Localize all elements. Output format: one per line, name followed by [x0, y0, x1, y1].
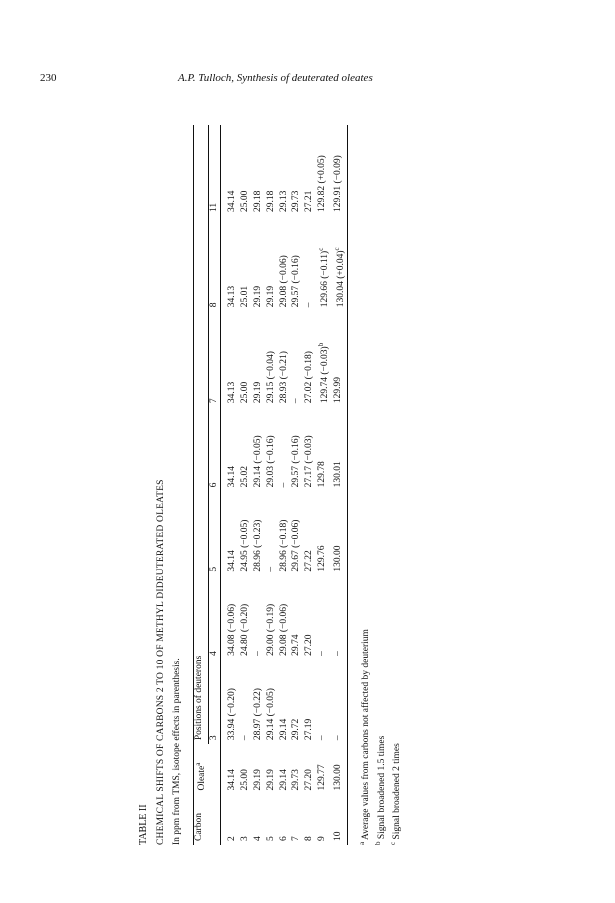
table-cell-c8: 29.08 (−0.06) — [278, 255, 289, 308]
table-cell-c4: 34.08 (−0.06) — [226, 603, 237, 656]
table-cell-c6: 34.14 — [226, 466, 237, 488]
table-cell-c6: 129.78 — [317, 461, 328, 488]
table-row — [331, 125, 348, 845]
table-cell-c3: 29.14 (−0.05) — [265, 688, 276, 741]
table-cell-c5: 130.00 — [333, 545, 344, 572]
table-cell-c4: 24.80 (−0.20) — [239, 603, 250, 656]
table-cell-c4: 29.00 (−0.19) — [265, 603, 276, 656]
table-cell-c11: 25.00 — [239, 190, 250, 212]
table-cell-c11: 29.18 — [252, 190, 263, 212]
table-cell-c8: 130.04 $(+0.04)^c$ — [333, 247, 347, 308]
table-cell-c5: 27.22 — [304, 550, 315, 572]
table-cell-oleate: 129.77 — [317, 764, 328, 791]
table-cell-carbon: 10 — [333, 831, 344, 841]
table-cell-c8: – — [304, 302, 315, 308]
table-cell-oleate: 25.00 — [239, 769, 250, 791]
table-cell-c7: 28.93 (−0.21) — [278, 351, 289, 404]
table-row — [289, 125, 302, 845]
table-cell-carbon: 8 — [304, 836, 315, 841]
table-cell-c6: 29.57 (−0.16) — [291, 435, 302, 488]
table-cell-c3: 27.19 — [304, 718, 315, 741]
table-cell-c11: 29.13 — [278, 190, 289, 212]
table-cell-c8: 34.13 — [226, 285, 237, 308]
table-cell-c4: – — [317, 651, 328, 656]
table-cell-oleate: 34.14 — [226, 769, 237, 791]
table-cell-c3: 29.72 — [291, 718, 302, 741]
footnote-mark: b — [317, 342, 326, 347]
table-cell-c11: 129.82 (+0.05) — [317, 155, 328, 212]
table-cell-c5: 129.76 — [317, 545, 328, 572]
table-cell-c6: 27.17 (−0.03) — [304, 435, 315, 488]
header-positions: Positions of deuterons — [194, 655, 205, 741]
table-row — [264, 125, 277, 845]
table-cell-c5: 28.96 (−0.18) — [278, 519, 289, 572]
table-cell-c7: 27.02 (−0.18) — [304, 351, 315, 404]
footnote: $^a$ Average values from carbons not affected by deuterium — [358, 629, 372, 845]
table-cell-carbon: 3 — [239, 836, 250, 841]
table-row — [302, 125, 315, 845]
table-row — [315, 125, 331, 845]
footnote-mark: c — [333, 247, 342, 251]
table-label: TABLE II — [138, 804, 149, 845]
table-cell-c5: 29.67 (−0.06) — [291, 519, 302, 572]
table-cell-carbon: 7 — [291, 836, 302, 841]
table-title: CHEMICAL SHIFTS OF CARBONS 2 TO 10 OF METHYL DIDEUTERATED OLEATES — [155, 479, 166, 845]
chemical-shifts-table — [194, 125, 352, 845]
table-cell-c8: 29.19 — [252, 285, 263, 308]
table-header-row — [194, 125, 208, 845]
table-cell-c8: 25.01 — [239, 285, 250, 308]
table-row — [238, 125, 251, 845]
table-cell-c7: 129.74 $(-0.03)^b$ — [317, 342, 331, 404]
table-cell-c3: – — [239, 735, 250, 741]
table-cell-c3: 33.94 (−0.20) — [226, 688, 237, 741]
table-row — [225, 125, 238, 845]
table-cell-c7: 29.15 (−0.04) — [265, 351, 276, 404]
table-cell-c5: 34.14 — [226, 550, 237, 572]
table-cell-oleate: 130.00 — [333, 764, 344, 791]
table-cell-c3: 29.14 — [278, 718, 289, 741]
table-cell-c3: 28.97 (−0.22) — [252, 688, 263, 741]
table-cell-c8: 129.66 $(-0.11)^c$ — [317, 247, 331, 308]
table-cell-c6: 29.14 (−0.05) — [252, 435, 263, 488]
table-cell-c8: 29.19 — [265, 285, 276, 308]
position-header: 8 — [208, 216, 220, 311]
table-cell-oleate: 29.19 — [252, 769, 263, 791]
table-cell-c4: 27.20 — [304, 634, 315, 656]
table-cell-carbon: 2 — [226, 836, 237, 841]
table-cell-carbon: 4 — [252, 836, 263, 841]
table-cell-c11: 129.91 (−0.09) — [333, 155, 344, 212]
table-cell-c7: 29.19 — [252, 381, 263, 404]
table-footnotes — [358, 125, 402, 845]
table-cell-c11: 29.18 — [265, 190, 276, 212]
table-cell-c4: – — [252, 651, 263, 656]
table-cell-oleate: 29.73 — [291, 769, 302, 791]
footnote: $^b$ Signal broadened 1.5 times — [373, 735, 387, 845]
table-cell-c11: 29.73 — [291, 190, 302, 212]
table-cell-c7: 25.00 — [239, 381, 250, 404]
table-cell-carbon: 6 — [278, 836, 289, 841]
position-header: 6 — [208, 407, 220, 491]
table-cell-c8: 29.57 (−0.16) — [291, 255, 302, 308]
table-cell-c6: 130.01 — [333, 461, 344, 488]
table-cell-c7: 34.13 — [226, 381, 237, 404]
table-cell-carbon: 9 — [317, 836, 328, 841]
table-row — [251, 125, 264, 845]
position-header: 11 — [208, 125, 220, 216]
position-header: 4 — [208, 576, 220, 660]
footnote-mark: c — [317, 247, 326, 251]
table-cell-c11: 34.14 — [226, 190, 237, 212]
header-oleate: Oleate$^a$ — [194, 762, 208, 791]
table-cell-c6: – — [278, 482, 289, 488]
table-cell-oleate: 29.19 — [265, 769, 276, 791]
table-cell-oleate: 29.14 — [278, 769, 289, 791]
table-cell-c5: 28.96 (−0.23) — [252, 519, 263, 572]
rotated-table-block — [138, 125, 598, 845]
positions-header-row — [208, 125, 220, 845]
table-cell-c5: 24.95 (−0.05) — [239, 519, 250, 572]
table-cell-c6: 29.03 (−0.16) — [265, 435, 276, 488]
table-cell-c4: – — [333, 651, 344, 656]
table-note: In ppm from TMS, isotope effects in parenthesis. — [172, 658, 183, 845]
footnote: $^c$ Signal broadened 2 times — [388, 743, 402, 845]
table-cell-c4: 29.74 — [291, 634, 302, 656]
position-header: 5 — [208, 491, 220, 575]
table-cell-carbon: 5 — [265, 836, 276, 841]
table-cell-oleate: 27.20 — [304, 769, 315, 791]
table-cell-c7: – — [291, 398, 302, 404]
table-row — [277, 125, 290, 845]
table-cell-c5: – — [265, 566, 276, 572]
running-head: A.P. Tulloch, Synthesis of deuterated oleates — [178, 72, 373, 84]
table-cell-c3: – — [333, 735, 344, 741]
table-cell-c4: 29.08 (−0.06) — [278, 603, 289, 656]
table-cell-c7: 129.99 — [333, 376, 344, 404]
position-header: 3 — [208, 660, 220, 744]
table-cell-c11: 27.21 — [304, 190, 315, 212]
position-header: 7 — [208, 311, 220, 407]
table-cell-c6: 25.02 — [239, 466, 250, 488]
table-body — [225, 125, 348, 845]
header-carbon: Carbon — [194, 813, 205, 841]
table-cell-c3: – — [317, 735, 328, 741]
page-number: 230 — [40, 72, 57, 84]
